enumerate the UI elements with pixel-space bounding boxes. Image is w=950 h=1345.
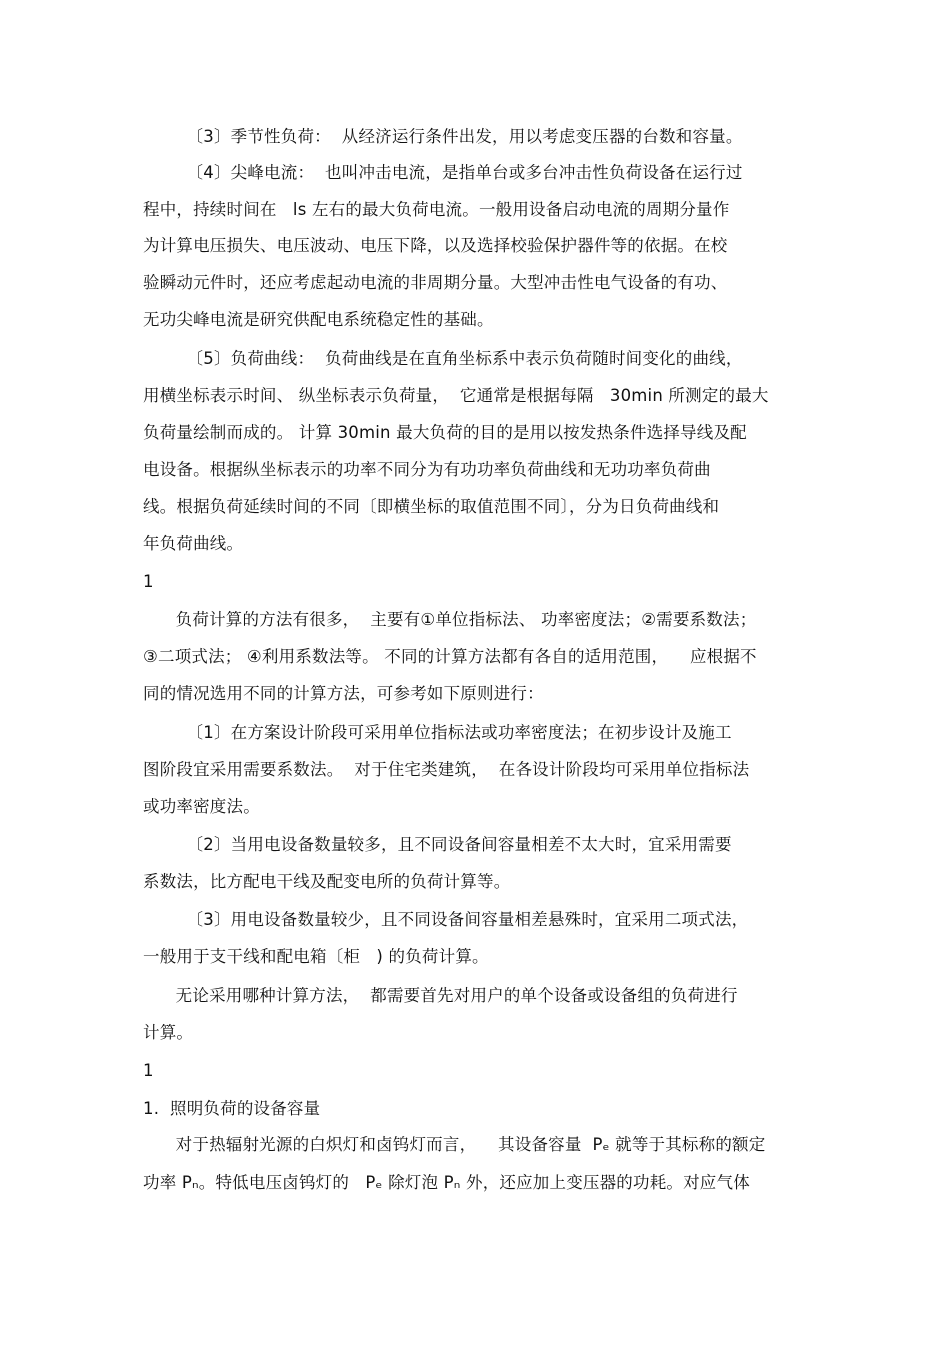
text-line: 无功尖峰电流是研究供配电系统稳定性的基础。	[143, 310, 494, 329]
text-line: 计算。	[143, 1023, 194, 1042]
text-line: 或功率密度法。	[143, 797, 260, 816]
text-line: 〔2〕当用电设备数量较多，且不同设备间容量相差不太大时，宜采用需要	[143, 835, 732, 854]
text-line: 验瞬动元件时，还应考虑起动电流的非周期分量。大型冲击性电气设备的有功、	[143, 273, 728, 292]
text-line: 功率 Pₙ。特低电压卤钨灯的 Pₑ 除灯泡 Pₙ 外，还应加上变压器的功耗。对应气体	[143, 1173, 750, 1192]
text-line: 〔3〕季节性负荷： 从经济运行条件出发，用以考虑变压器的台数和容量。	[143, 127, 743, 146]
text-line: 〔1〕在方案设计阶段可采用单位指标法或功率密度法；在初步设计及施工	[143, 723, 732, 742]
text-line: 无论采用哪种计算方法， 都需要首先对用户的单个设备或设备组的负荷进行	[143, 986, 738, 1005]
text-line: 对于热辐射光源的白炽灯和卤钨灯而言， 其设备容量 Pₑ 就等于其标称的额定	[143, 1135, 766, 1154]
text-line: 〔3〕用电设备数量较少，且不同设备间容量相差悬殊时，宜采用二项式法，	[143, 910, 749, 929]
text-line: 电设备。根据纵坐标表示的功率不同分为有功功率负荷曲线和无功功率负荷曲	[143, 460, 711, 479]
text-line: 程中，持续时间在 ls 左右的最大负荷电流。一般用设备启动电流的周期分量作	[143, 200, 730, 219]
text-line: ③二项式法； ④利用系数法等。 不同的计算方法都有各自的适用范围， 应根据不	[143, 647, 757, 666]
text-line: 年负荷曲线。	[143, 534, 244, 553]
footnote-marker: 1	[143, 572, 154, 591]
text-line: 系数法，比方配电干线及配变电所的负荷计算等。	[143, 872, 511, 891]
section-heading: 1. 照明负荷的设备容量	[143, 1099, 321, 1118]
text-line: 图阶段宜采用需要系数法。 对于住宅类建筑， 在各设计阶段均可采用单位指标法	[143, 760, 750, 779]
text-line: 为计算电压损失、电压波动、电压下降，以及选择校验保护器件等的依据。在校	[143, 236, 728, 255]
text-line: 用横坐标表示时间、 纵坐标表示负荷量， 它通常是根据每隔 30min 所测定的最大	[143, 386, 769, 405]
footnote-marker: 1	[143, 1061, 154, 1080]
text-line: 一般用于支干线和配电箱〔柜 ) 的负荷计算。	[143, 947, 489, 966]
text-line: 〔4〕尖峰电流： 也叫冲击电流，是指单台或多台冲击性负荷设备在运行过	[143, 163, 743, 182]
text-line: 线。根据负荷延续时间的不同〔即横坐标的取值范围不同〕，分为日负荷曲线和	[143, 497, 720, 516]
text-line: 负荷量绘制而成的。 计算 30min 最大负荷的目的是用以按发热条件选择导线及配	[143, 423, 747, 442]
text-line: 负荷计算的方法有很多， 主要有①单位指标法、 功率密度法；②需要系数法；	[143, 610, 757, 629]
text-line: 同的情况选用不同的计算方法，可参考如下原则进行：	[143, 684, 544, 703]
text-line: 〔5〕负荷曲线： 负荷曲线是在直角坐标系中表示负荷随时间变化的曲线，	[143, 349, 743, 368]
